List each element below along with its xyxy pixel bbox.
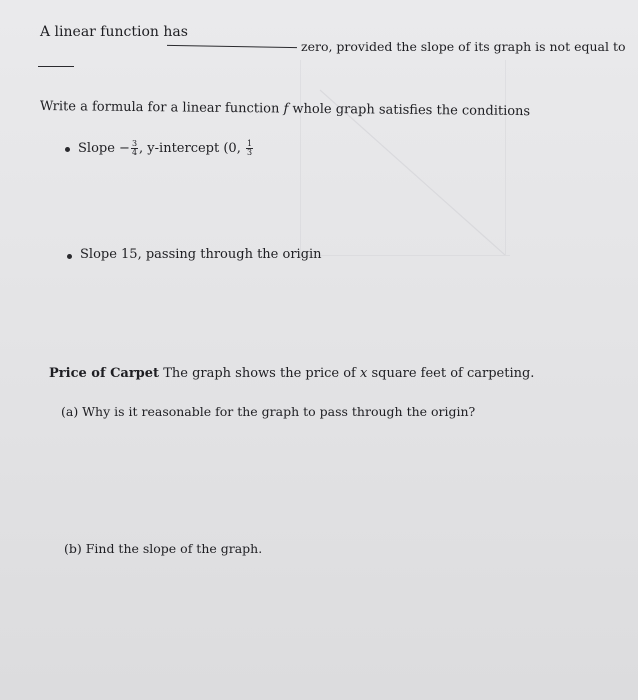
bleed-through-line	[300, 60, 515, 260]
q2-bullet2-text: Slope 15, passing through the origin	[80, 247, 322, 262]
q3-intro	[49, 366, 534, 381]
q2-bullet1-marker	[65, 147, 70, 152]
q1-text-before: A linear function has	[40, 24, 188, 40]
q3-intro-var: x	[360, 366, 368, 381]
q3-title: Price of Carpet	[49, 366, 160, 381]
q3-part-b	[64, 541, 262, 556]
q3-intro-after: square feet of carpeting.	[371, 366, 535, 381]
q2-intercept-fraction: $\frac{1}{3}$	[246, 139, 253, 157]
q2-prompt-before: Write a formula for a linear function	[39, 99, 280, 117]
q3-part-b-text: (b) Find the slope of the graph.	[64, 541, 263, 556]
q1-line1-start	[40, 24, 188, 40]
q1-text-after: zero, provided the slope of its graph is not equal to	[301, 39, 626, 54]
q2-bullet2	[80, 247, 322, 262]
q3-part-a-text: (a) Why is it reasonable for the graph to pass through the origin?	[61, 404, 476, 419]
q1-answer-blank-2[interactable]	[38, 66, 74, 67]
q2-bullet1	[78, 140, 254, 157]
bleed-through-graph	[300, 60, 515, 260]
q1-answer-blank-1[interactable]	[167, 45, 297, 48]
q2-prompt-var: f	[283, 101, 289, 117]
q2-bullet2-marker	[67, 254, 72, 259]
q1-line1-end	[301, 39, 626, 54]
q2-slope-fraction: $\frac{3}{4}$	[131, 139, 138, 157]
q3-part-a	[61, 404, 475, 419]
q3-intro-before: The graph shows the price of	[163, 366, 356, 381]
q2-bullet1-label: Slope −	[78, 141, 130, 156]
q2-bullet1-middle: , y-intercept (0,	[139, 141, 241, 156]
q2-prompt-after: whole graph satisfies the conditions	[292, 101, 531, 120]
